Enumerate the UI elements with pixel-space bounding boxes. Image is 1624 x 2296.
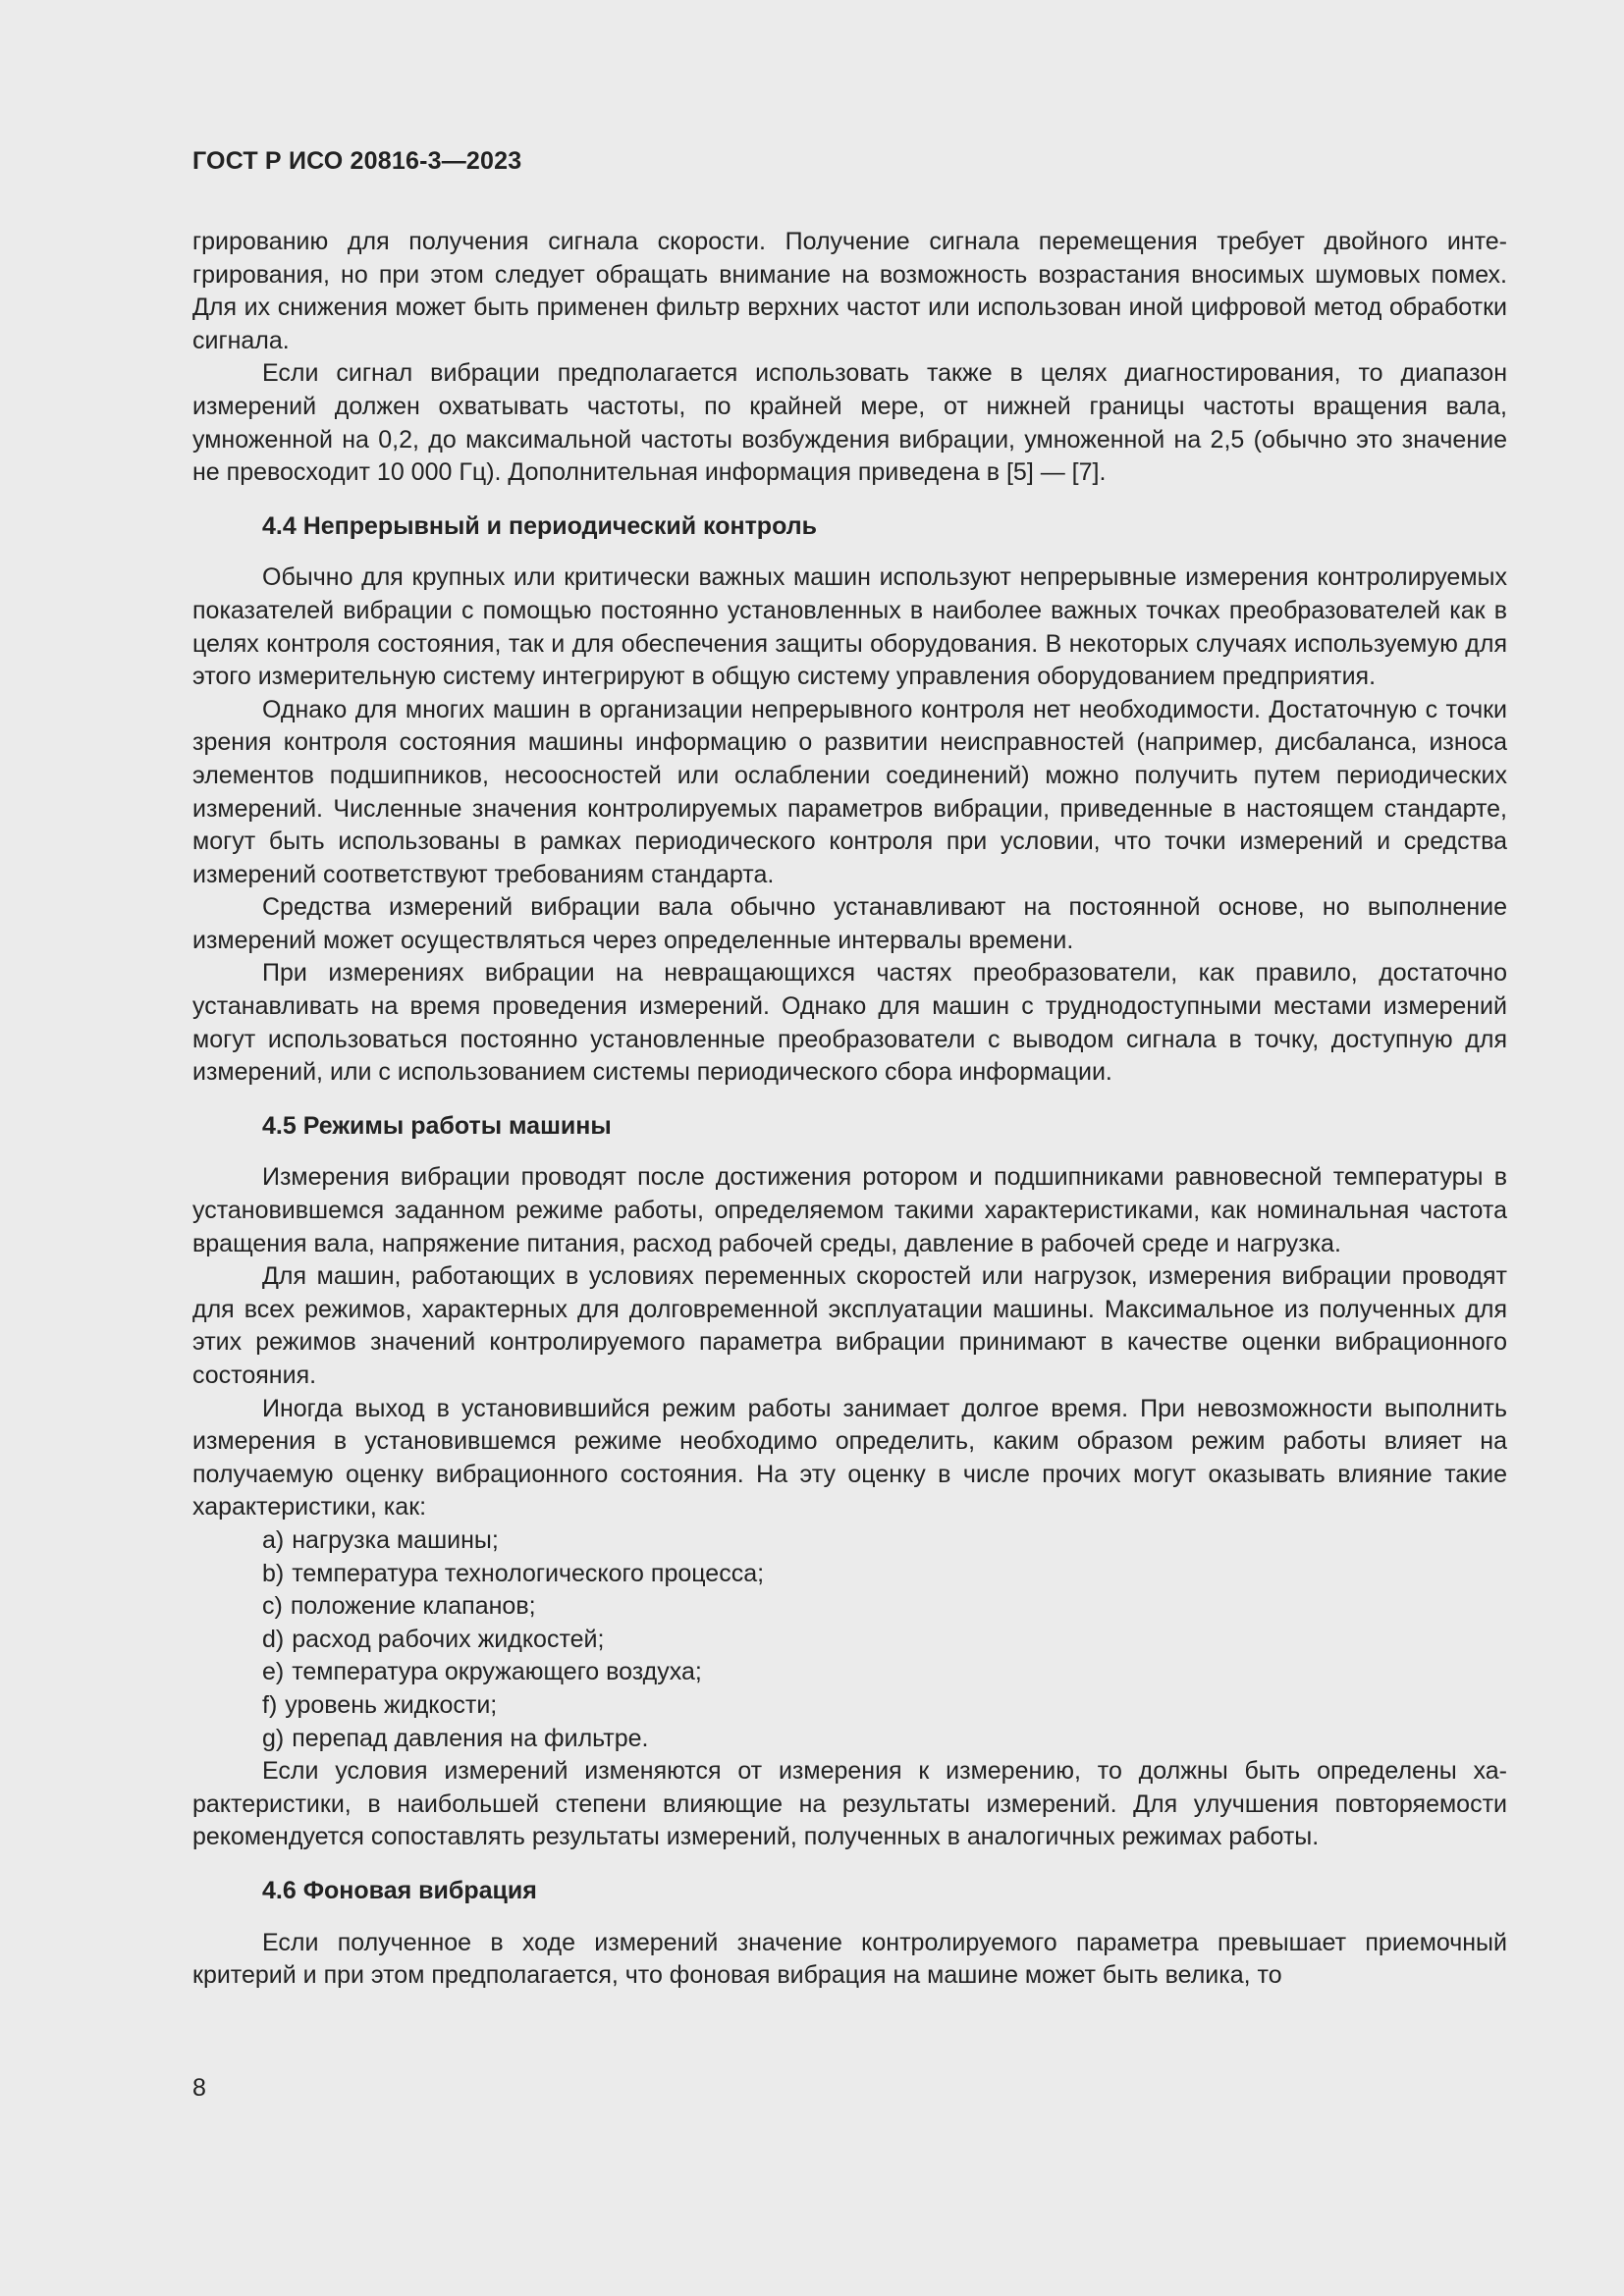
list-item	[262, 1689, 1507, 1723]
paragraph: Для машин, работающих в условиях переменных скоростей или нагрузок, измерения вибрации проводят для всех режимов, характерных для долговременной эксплуатации машины. Максимальное из полученных для этих режимов значений контролируемого параметра вибрации принимают в качестве оценки вибрационного состояния.	[192, 1262, 1507, 1389]
paragraph: Однако для многих машин в организации непрерывного контроля нет необходимости. Достаточную с точки зрения контроля состояния машины информацию о развитии неисправностей (например, дисбаланса, износа элементов подшипников, несоосностей или ослаблении соединений) можно получить путем периодических измерений. Численные значения контролируемых параметров вибрации, приведенные в настоящем стандарте, могут быть использованы в рамках периодического контроля при условии, что точки измерений и средства измерений соответствуют требованиям стандарта.	[192, 695, 1507, 888]
paragraph: Обычно для крупных или критически важных машин используют непрерывные измерения контролируемых показателей вибрации с помощью постоянно установленных в наиболее важных точках преобразователей как в целях контроля состояния, так и для обеспечения защиты оборудования. В некоторых случаях используемую для этого измерительную систему интегрируют в общую систему управления оборудованием предприятия.	[192, 563, 1507, 691]
paragraph: Если полученное в ходе измерений значение контролируемого параметра превышает приемочный критерий и при этом предполагается, что фоновая вибрация на машине может быть велика, то	[192, 1928, 1507, 1990]
list-item-text: положение клапанов;	[290, 1592, 536, 1621]
list-item	[262, 1558, 1507, 1591]
section-heading-4-6: 4.6 Фоновая вибрация	[262, 1876, 537, 1904]
characteristics-list	[192, 1524, 1507, 1755]
section-heading-4-4: 4.4 Непрерывный и периодический контроль	[262, 511, 817, 540]
paragraph: Если условия измерений изменяются от измерения к измерению, то должны быть определены характеристики, в наибольшей степени влияющие на результаты измерений. Для улучшения повторяемости рекомендуется сопоставлять результаты измерений, полученных в аналогичных режимах работы.	[192, 1757, 1507, 1851]
list-item-text: температура окружающего воздуха;	[292, 1658, 702, 1686]
list-item-text: уровень жидкости;	[285, 1690, 498, 1719]
paragraph: Если сигнал вибрации предполагается использовать также в целях диагностирования, то диапазон измерений должен охватывать частоты, по крайней мере, от нижней границы частоты вращения вала, умноженной на 0,2, до максимальной частоты возбуждения вибрации, умноженной на 2,5 (обычно это значение не превосходит 10 000 Гц). Дополнительная информация приведена в [5] — [7].	[192, 359, 1507, 487]
paragraph: При измерениях вибрации на невращающихся частях преобразователи, как правило, достаточно устанавливать на время проведения измерений. Однако для машин с труднодоступными местами измерений могут использоваться постоянно установленные преобразователи с выводом сигнала в точку, доступную для измерений, или с использованием системы периодического сбора информации.	[192, 959, 1507, 1087]
list-item	[262, 1723, 1507, 1756]
paragraph: Иногда выход в установившийся режим работы занимает долгое время. При невозможности выполнить измерения в установившемся режиме необходимо определить, каким образом режим работы влияет на получаемую оценку вибрационного состояния. На эту оценку в числе прочих могут оказывать влияние такие характеристики, как:	[192, 1394, 1507, 1522]
list-item	[262, 1624, 1507, 1657]
list-marker: e)	[262, 1658, 285, 1686]
list-marker: g)	[262, 1724, 285, 1752]
list-marker: d)	[262, 1625, 285, 1653]
section-heading-4-5: 4.5 Режимы работы машины	[262, 1111, 612, 1140]
list-item-text: температура технологического процесса;	[292, 1559, 765, 1587]
paragraph: Средства измерений вибрации вала обычно устанавливают на постоянной основе, но выполнение измерений может осуществляться через определенные интервалы времени.	[192, 893, 1507, 954]
list-marker: b)	[262, 1559, 285, 1587]
list-marker: c)	[262, 1592, 283, 1621]
list-item-text: перепад давления на фильтре.	[292, 1724, 649, 1752]
list-marker: f)	[262, 1690, 278, 1719]
document-body	[192, 226, 1507, 1993]
document-header: ГОСТ Р ИСО 20816-3—2023	[192, 147, 522, 175]
list-item-text: нагрузка машины;	[292, 1525, 499, 1554]
list-item	[262, 1590, 1507, 1624]
list-marker: a)	[262, 1525, 285, 1554]
page-number: 8	[192, 2074, 206, 2102]
list-item	[262, 1524, 1507, 1558]
paragraph: Измерения вибрации проводят после достижения ротором и подшипниками равновесной температуры в установившемся заданном режиме работы, определяемом такими характеристиками, как номинальная частота вращения вала, напряжение питания, расход рабочей среды, давление в рабочей среде и нагрузка.	[192, 1163, 1507, 1257]
list-item	[262, 1656, 1507, 1689]
list-item-text: расход рабочих жидкостей;	[292, 1625, 605, 1653]
paragraph-continued: грированию для получения сигнала скорости. Получение сигнала перемещения требует двойного интегрирования, но при этом следует обращать внимание на возможность возрастания вносимых шумовых помех. Для их снижения может быть применен фильтр верхних частот или использован иной цифровой метод обработки сигнала.	[192, 228, 1507, 354]
